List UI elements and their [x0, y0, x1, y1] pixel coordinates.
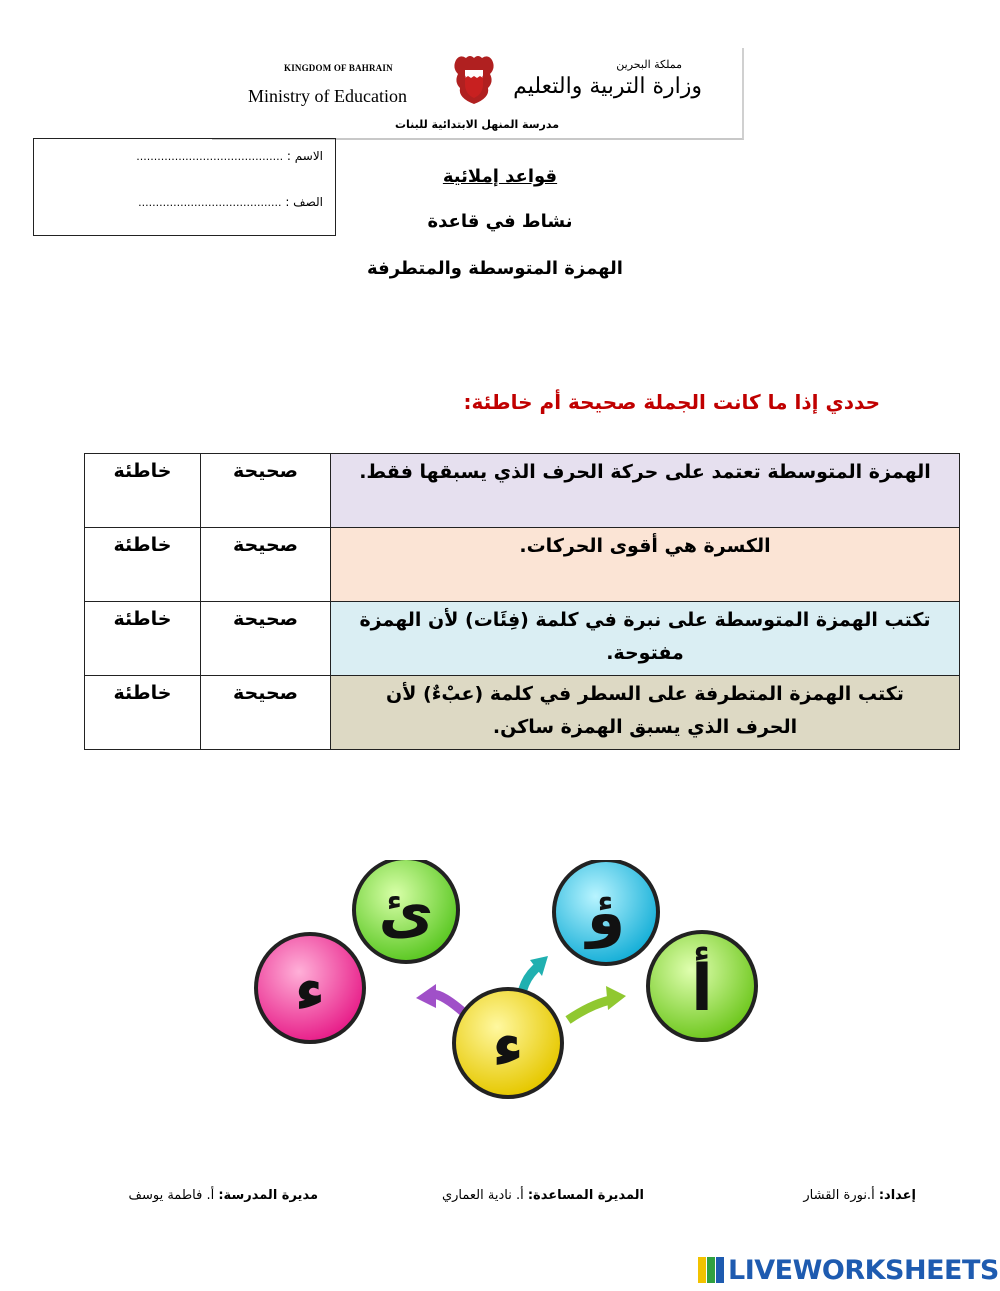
school-name: مدرسة المنهل الابتدائية للبنات: [394, 118, 560, 131]
false-option[interactable]: خاطئة: [85, 528, 201, 602]
true-option[interactable]: صحيحة: [201, 528, 331, 602]
table-row: [85, 528, 960, 602]
footer-principal: [129, 1188, 318, 1203]
instruction-text: حددي إذا ما كانت الجملة صحيحة أم خاطئة:: [463, 390, 880, 414]
true-false-table: [84, 453, 960, 750]
ministry-ar-label: وزارة التربية والتعليم: [513, 74, 702, 99]
true-option[interactable]: صحيحة: [201, 454, 331, 528]
bahrain-emblem-icon: [452, 54, 496, 106]
table-row: [85, 454, 960, 528]
ministry-en-label: Ministry of Education: [248, 86, 407, 106]
liveworksheets-logo-icon: [698, 1257, 724, 1283]
false-option[interactable]: خاطئة: [85, 602, 201, 676]
true-option[interactable]: صحيحة: [201, 676, 331, 750]
prepared-name: أ.نورة القشار: [803, 1188, 875, 1203]
principal-name: أ. فاطمة يوسف: [128, 1188, 215, 1203]
class-label: الصف :: [285, 195, 323, 209]
circle-top-right: [554, 860, 658, 964]
topic-subtitle: الهمزة المتوسطة والمتطرفة: [367, 258, 623, 279]
kingdom-ar-label: مملكة البحرين: [616, 58, 682, 71]
assistant-label: المديرة المساعدة:: [527, 1188, 644, 1203]
liveworksheets-text: LIVEWORKSHEETS: [728, 1254, 999, 1286]
top-right-letter: ؤ: [586, 876, 626, 949]
right-letter: أ: [691, 952, 713, 1026]
top-left-letter: ئ: [378, 877, 434, 947]
table-row: [85, 602, 960, 676]
liveworksheets-logo[interactable]: [698, 1252, 999, 1288]
footer-prepared: [803, 1188, 916, 1203]
worksheet-title: قواعد إملائية: [442, 166, 558, 187]
arrowhead-right-icon: [606, 986, 626, 1010]
center-letter: ء: [492, 1008, 524, 1081]
assistant-name: أ. نادية العماري: [441, 1188, 524, 1203]
activity-subtitle: نشاط في قاعدة: [427, 211, 573, 232]
name-line: [136, 149, 323, 163]
student-info-box: [33, 138, 336, 236]
circle-center: [454, 989, 562, 1097]
hamza-forms-illustration: [250, 860, 770, 1100]
principal-label: مديرة المدرسة:: [218, 1188, 318, 1203]
true-option[interactable]: صحيحة: [201, 602, 331, 676]
statement-cell: تكتب الهمزة المتطرفة على السطر في كلمة (عبْءٌ) لأن الحرف الذي يسبق الهمزة ساكن.: [331, 676, 960, 750]
footer-assistant: [442, 1188, 644, 1203]
circle-top-left: [354, 860, 458, 962]
kingdom-en-label: KINGDOM OF BAHRAIN: [284, 63, 393, 73]
name-label: الاسم :: [286, 149, 323, 163]
circle-left: [256, 934, 364, 1042]
arrow-to-right-icon: [568, 1000, 610, 1020]
class-line: [138, 195, 323, 209]
arrowhead-left-icon: [416, 984, 436, 1008]
false-option[interactable]: خاطئة: [85, 676, 201, 750]
prepared-label: إعداد:: [878, 1188, 916, 1203]
class-field[interactable]: .........................................: [138, 196, 282, 209]
circle-right: [648, 932, 756, 1040]
statement-cell: الكسرة هي أقوى الحركات.: [331, 528, 960, 602]
statement-cell: تكتب الهمزة المتوسطة على نبرة في كلمة (فِئَات) لأن الهمزة مفتوحة.: [331, 602, 960, 676]
name-field[interactable]: ..........................................: [136, 150, 284, 163]
false-option[interactable]: خاطئة: [85, 454, 201, 528]
left-letter: ء: [294, 955, 326, 1025]
header-banner: [212, 48, 744, 140]
table-row: [85, 676, 960, 750]
statement-cell: الهمزة المتوسطة تعتمد على حركة الحرف الذي يسبقها فقط.: [331, 454, 960, 528]
